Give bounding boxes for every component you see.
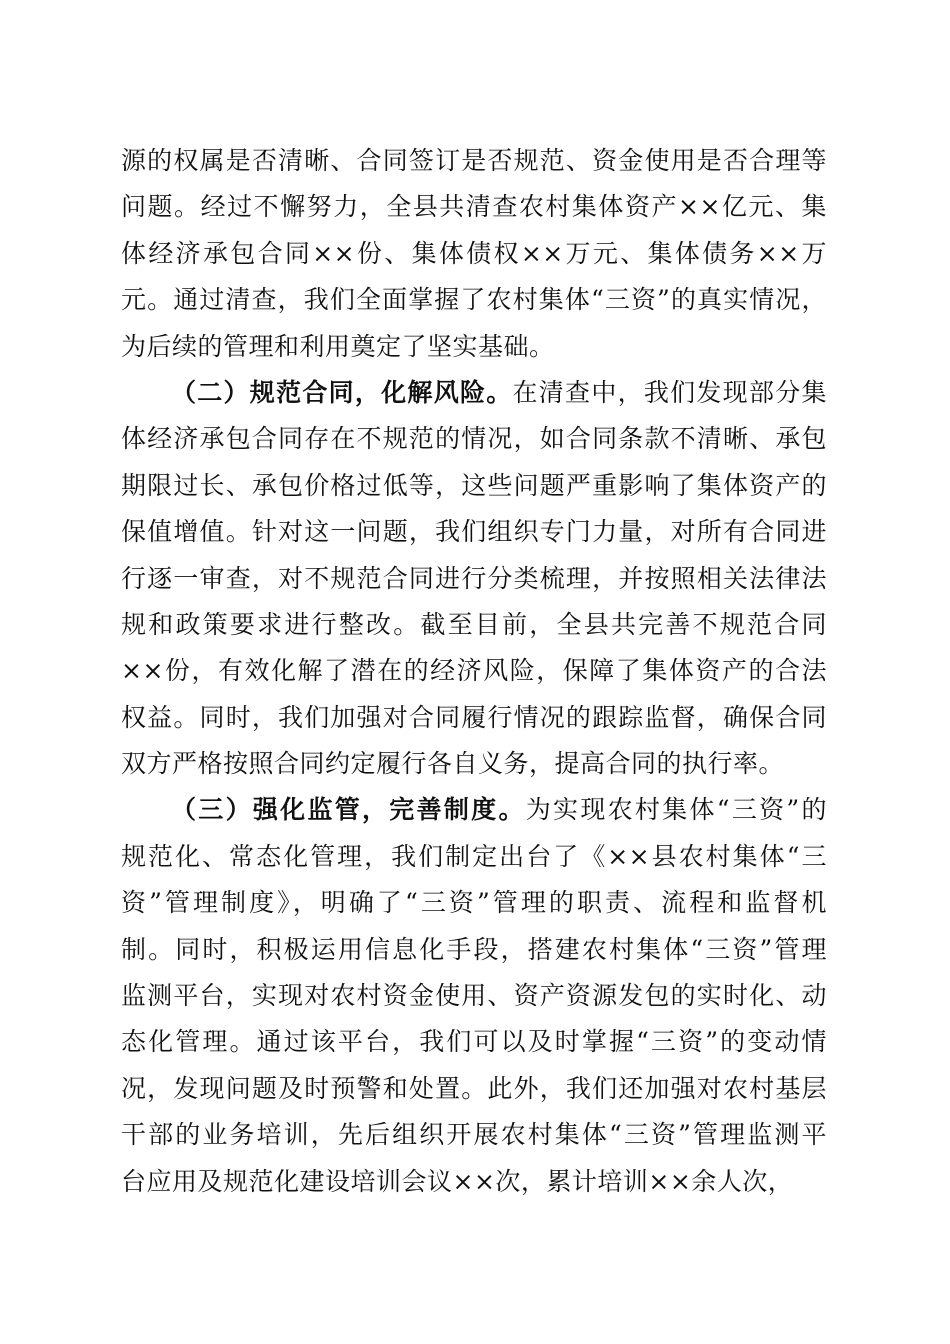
text-line: 行逐一审查，对不规范合同进行分类梳理，并按照相关法律法 (121, 563, 827, 593)
text-line: 双方严格按照合同约定履行各自义务，提高合同的执行率。 (121, 749, 785, 779)
text-line: 况，发现问题及时预警和处置。此外，我们还加强对农村基层 (121, 1073, 827, 1103)
text-line: 资”管理制度》，明确了“三资”管理的职责、流程和监督机 (121, 888, 827, 918)
text-line: 监测平台，实现对农村资金使用、资产资源发包的实时化、动 (121, 981, 827, 1011)
text-line: ××份，有效化解了潜在的经济风险，保障了集体资产的合法 (121, 656, 827, 686)
paragraph-1 (121, 138, 827, 370)
paragraph-2 (121, 370, 827, 788)
text-line: 源的权属是否清晰、合同签订是否规范、资金使用是否合理等 (121, 146, 827, 175)
text-line: 规范化、常态化管理，我们制定出台了《××县农村集体“三 (121, 841, 827, 871)
text-line: 体经济承包合同××份、集体债权××万元、集体债务××万 (121, 238, 827, 268)
text-line: 问题。经过不懈努力，全县共清查农村集体资产××亿元、集 (121, 192, 827, 222)
text-run: 为实现农村集体“三资”的 (525, 795, 828, 825)
text-line: 体经济承包合同存在不规范的情况，如合同条款不清晰、承包 (121, 424, 827, 454)
section-heading: （二）规范合同，化解风险。 (171, 377, 513, 407)
text-line: 干部的业务培训，先后组织开展农村集体“三资”管理监测平 (121, 1120, 827, 1150)
text-line: 元。通过清查，我们全面掌握了农村集体“三资”的真实情况， (121, 285, 827, 315)
text-line: 态化管理。通过该平台，我们可以及时掌握“三资”的变动情 (121, 1027, 827, 1057)
text-line: 规和政策要求进行整改。截至目前，全县共完善不规范合同 (121, 609, 827, 639)
text-line: 台应用及规范化建设培训会议××次，累计培训××余人次， (121, 1166, 794, 1196)
paragraph-3 (121, 787, 827, 1205)
text-line: 为后续的管理和利用奠定了坚实基础。 (121, 331, 555, 361)
document-body (121, 138, 827, 1205)
paragraph-first-line (121, 370, 827, 416)
text-run: 在清查中，我们发现部分集 (512, 377, 827, 407)
section-heading: （三）强化监管，完善制度。 (171, 795, 526, 825)
text-line: 制。同时，积极运用信息化手段，搭建农村集体“三资”管理 (121, 934, 827, 964)
text-line: 期限过长、承包价格过低等，这些问题严重影响了集体资产的 (121, 470, 827, 500)
text-line: 权益。同时，我们加强对合同履行情况的跟踪监督，确保合同 (121, 702, 827, 732)
text-line: 保值增值。针对这一问题，我们组织专门力量，对所有合同进 (121, 517, 827, 547)
paragraph-first-line (121, 787, 827, 833)
